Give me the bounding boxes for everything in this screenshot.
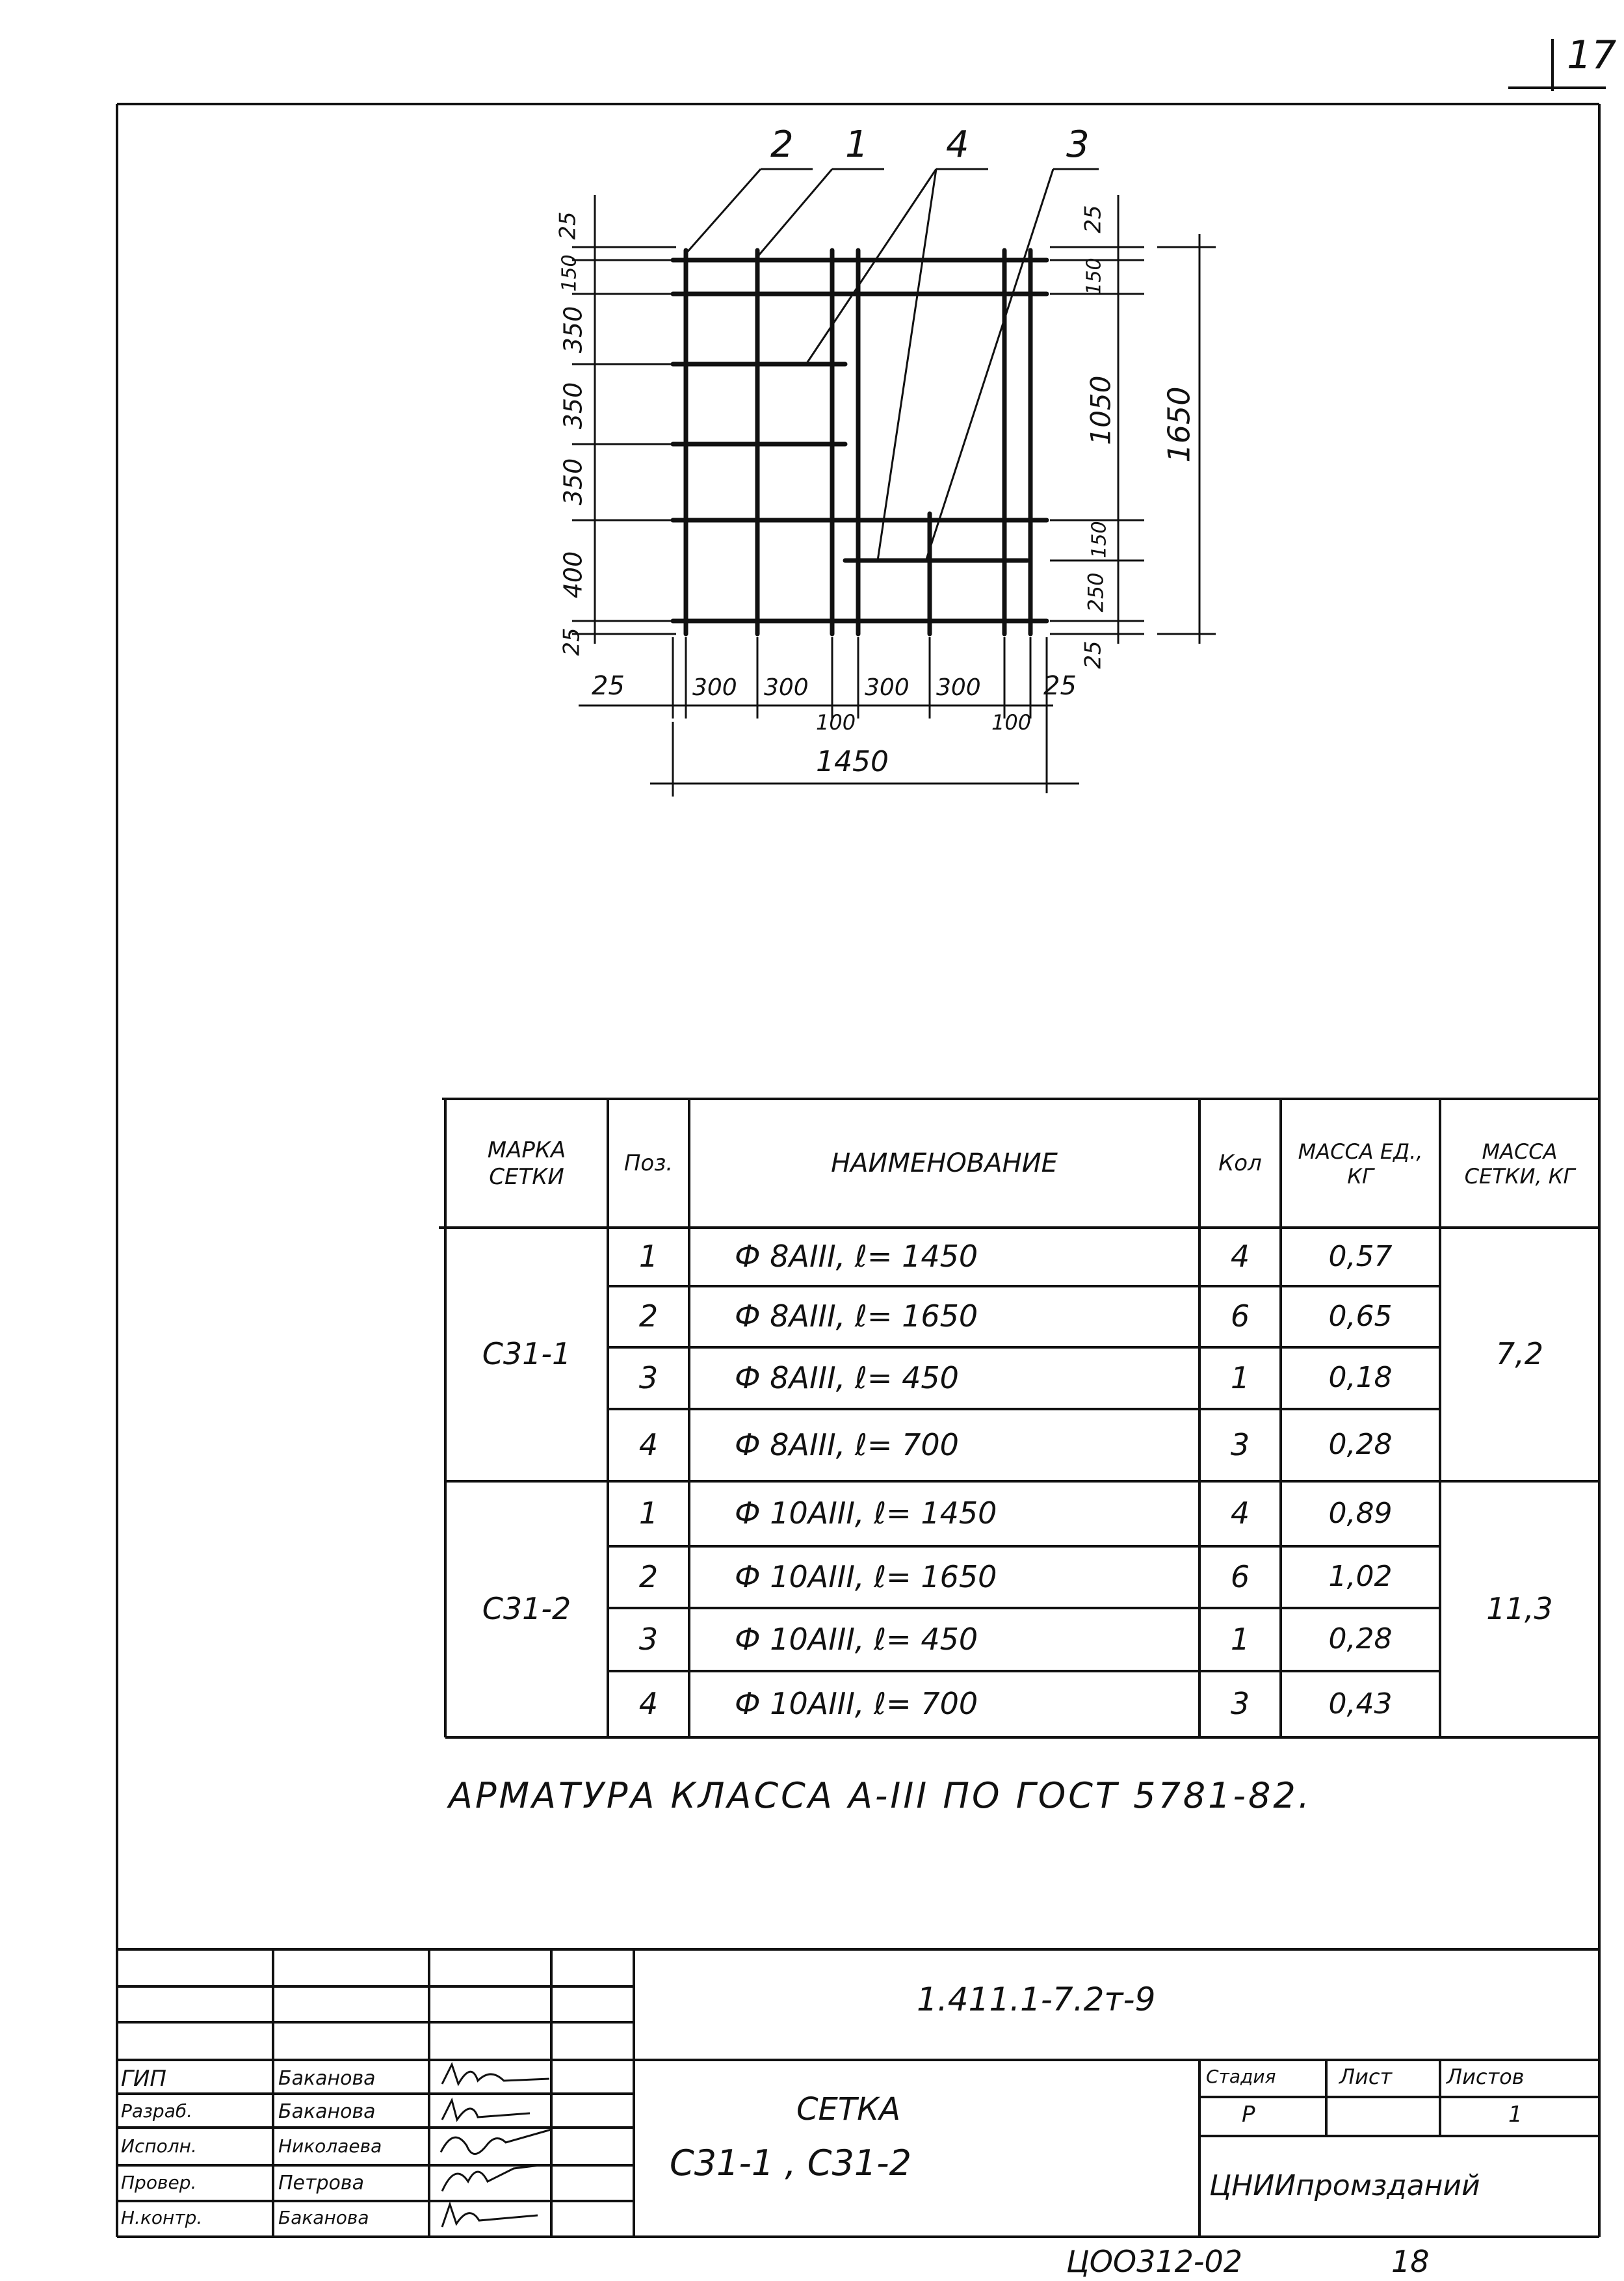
left-dim-25-top: 25: [555, 211, 581, 240]
header-unit-mass: МАССА ЕД., КГ: [1298, 1139, 1423, 1189]
callout-3: 3: [1066, 124, 1090, 166]
row-mass: 0,57: [1328, 1239, 1393, 1273]
role-label: ГИП: [121, 2066, 166, 2092]
row-pos: 3: [638, 1360, 659, 1395]
row-name: Ф 10АIII, ℓ= 1450: [735, 1496, 997, 1531]
doc-code: 1.411.1-7.2т-9: [917, 1981, 1156, 2018]
bottom-dim-300-b: 300: [764, 674, 809, 701]
right-dim-25-top: 25: [1080, 205, 1107, 233]
stage-value: Р: [1242, 2102, 1255, 2128]
left-dim-400: 400: [558, 551, 588, 599]
group-mark: С31-1: [482, 1336, 571, 1372]
left-dim-350-c: 350: [558, 458, 588, 506]
person-name: Баканова: [278, 2100, 376, 2123]
stage-label: Стадия: [1206, 2066, 1276, 2087]
callout-4: 4: [946, 124, 969, 166]
row-pos: 1: [638, 1496, 659, 1531]
row-mass: 0,18: [1328, 1361, 1393, 1395]
callout-2: 2: [770, 124, 794, 166]
left-dim-350-a: 350: [558, 306, 588, 354]
row-pos: 2: [638, 1299, 659, 1334]
row-qty: 4: [1230, 1239, 1250, 1274]
bottom-page: 18: [1391, 2244, 1430, 2279]
row-qty: 1: [1230, 1621, 1250, 1657]
sheets-label: Листов: [1447, 2064, 1525, 2089]
right-dim-25-bottom: 25: [1080, 640, 1107, 669]
bottom-dim-100-left: 100: [816, 710, 856, 735]
row-name: Ф 10АIII, ℓ= 1650: [735, 1559, 997, 1594]
organization: ЦНИИпромзданий: [1209, 2169, 1480, 2202]
right-dim-150-bottom: 150: [1088, 521, 1111, 559]
row-mass: 0,43: [1328, 1687, 1393, 1721]
row-qty: 6: [1230, 1299, 1250, 1334]
row-mass: 0,65: [1328, 1299, 1393, 1333]
header-mark: МАРКА СЕТКИ: [487, 1137, 566, 1190]
row-name: Ф 10АIII, ℓ= 450: [735, 1621, 978, 1657]
row-name: Ф 8АIII, ℓ= 450: [735, 1360, 959, 1395]
row-mass: 1,02: [1328, 1560, 1393, 1594]
callout-1: 1: [845, 124, 869, 166]
header-name: НАИМЕНОВАНИЕ: [831, 1148, 1058, 1178]
right-dim-250: 250: [1083, 572, 1108, 613]
role-label: Н.контр.: [121, 2207, 203, 2228]
right-dim-1650: 1650: [1161, 386, 1197, 463]
row-qty: 3: [1230, 1427, 1250, 1462]
title-line-1: СЕТКА: [796, 2091, 901, 2128]
row-mass: 0,28: [1328, 1428, 1393, 1462]
sheets-value: 1: [1508, 2102, 1523, 2128]
header-pos: Поз.: [623, 1150, 674, 1176]
left-dim-25-bottom: 25: [558, 627, 585, 656]
row-name: Ф 8АIII, ℓ= 700: [735, 1427, 959, 1462]
row-mass: 0,28: [1328, 1622, 1393, 1656]
right-dim-1050: 1050: [1084, 375, 1117, 445]
row-qty: 3: [1230, 1686, 1250, 1722]
row-pos: 4: [638, 1686, 659, 1722]
right-dim-150-top: 150: [1082, 257, 1106, 295]
row-qty: 6: [1230, 1559, 1250, 1594]
bottom-dim-25-left: 25: [592, 671, 625, 701]
person-name: Николаева: [278, 2135, 382, 2157]
row-pos: 3: [638, 1621, 659, 1657]
header-qty: Кол: [1218, 1150, 1262, 1176]
person-name: Петрова: [278, 2172, 364, 2195]
group-mesh-mass: 7,2: [1495, 1336, 1544, 1372]
bottom-dim-1450: 1450: [816, 745, 889, 778]
sheet-label: Лист: [1339, 2064, 1393, 2089]
row-qty: 1: [1230, 1360, 1250, 1395]
header-mesh-mass: МАССА СЕТКИ, КГ: [1464, 1139, 1575, 1189]
role-label: Исполн.: [121, 2135, 197, 2157]
bottom-dim-100-right: 100: [991, 710, 1032, 735]
person-name: Баканова: [278, 2067, 376, 2090]
row-mass: 0,89: [1328, 1496, 1393, 1530]
row-pos: 2: [638, 1559, 659, 1594]
person-name: Баканова: [278, 2207, 369, 2228]
bottom-dim-300-c: 300: [865, 674, 910, 701]
role-label: Разраб.: [121, 2100, 193, 2122]
sheet-number: 17: [1567, 33, 1617, 78]
row-name: Ф 8АIII, ℓ= 1450: [735, 1239, 978, 1274]
bottom-dim-25-right: 25: [1043, 671, 1077, 701]
title-line-2: С31-1 , С31-2: [670, 2143, 912, 2183]
bottom-dim-300-d: 300: [936, 674, 981, 701]
row-qty: 4: [1230, 1496, 1250, 1531]
role-label: Провер.: [121, 2172, 197, 2193]
left-dim-350-b: 350: [558, 382, 588, 430]
row-pos: 4: [638, 1427, 659, 1462]
row-name: Ф 8АIII, ℓ= 1650: [735, 1299, 978, 1334]
bottom-code: ЦОО312-02: [1066, 2244, 1243, 2279]
bottom-dim-300-a: 300: [692, 674, 737, 701]
left-dim-150: 150: [558, 254, 581, 292]
group-mark: С31-2: [482, 1591, 571, 1627]
reinforcement-note: АРМАТУРА КЛАССА А-III ПО ГОСТ 5781-82.: [449, 1775, 1312, 1816]
row-pos: 1: [638, 1239, 659, 1274]
group-mesh-mass: 11,3: [1486, 1591, 1553, 1627]
row-name: Ф 10АIII, ℓ= 700: [735, 1686, 978, 1722]
